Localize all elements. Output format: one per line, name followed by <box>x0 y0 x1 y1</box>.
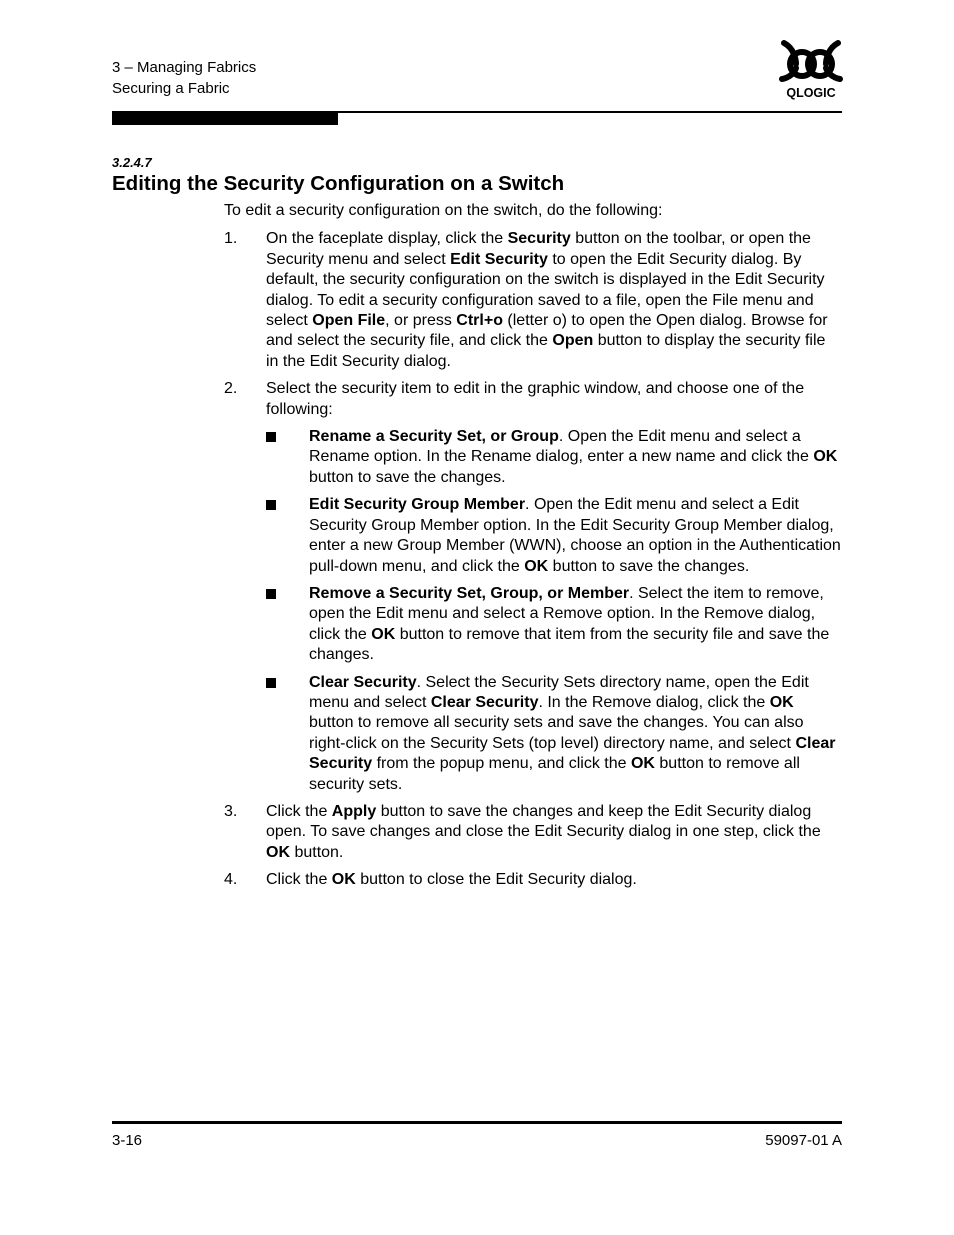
square-bullet-icon <box>266 432 276 442</box>
bullet-text <box>309 584 842 666</box>
bold-term: OK <box>266 843 290 861</box>
text-run: . Select the item to remove, open the Edit menu and select a Remove option. In the Remove dialog, click the <box>309 584 824 643</box>
procedure-step <box>224 379 842 420</box>
step-text <box>266 229 842 372</box>
text-run: Select the security item to edit in the graphic window, and choose one of the following: <box>266 380 805 418</box>
bold-term: Clear Security <box>430 693 539 711</box>
text-run: to open the Edit Security dialog. By default, the security configuration on the switch is displayed in the Edit Security dialog. To edit a security configuration saved to a file, open the File menu and select <box>266 250 825 330</box>
square-bullet-icon <box>266 589 276 599</box>
section-number: 3.2.4.7 <box>112 155 152 170</box>
intro-paragraph: To edit a security configuration on the switch, do the following: <box>224 202 663 219</box>
logo-wordmark: QLOGIC <box>786 86 836 100</box>
text-run: . Open the Edit menu and select a Edit Security Group Member option. In the Edit Security Group Member dialog, enter a new Group Member (WWN), choose an option in the Authentication pull-down menu, and click the <box>309 496 841 575</box>
text-run: button to save the changes and keep the Edit Security dialog open. To save changes and close the Edit Security dialog in one step, click the <box>266 802 821 841</box>
text-run: button to remove all security sets and save the changes. You can also right-click on the Security Sets (top level) directory name, and select <box>309 714 804 752</box>
step-number: 1. <box>224 230 238 248</box>
bullet-text <box>309 427 842 488</box>
footer-rule <box>112 1121 842 1124</box>
bullet-item <box>224 495 842 577</box>
running-header <box>112 57 256 99</box>
bold-term: Ctrl+o <box>456 312 503 330</box>
text-run: button to save the changes. <box>309 468 506 486</box>
text-run: On the faceplate display, click the <box>266 230 508 248</box>
bullet-item <box>224 427 842 488</box>
procedure-step <box>224 802 842 863</box>
bold-term: Rename a Security Set, or Group <box>309 428 559 446</box>
step-text <box>266 379 842 420</box>
bullet-item <box>224 673 842 795</box>
header-rule-accent <box>112 111 338 125</box>
step-text <box>266 870 842 890</box>
step-number: 4. <box>224 871 238 889</box>
bullet-text <box>309 495 842 577</box>
bold-term: Edit Security <box>450 250 548 268</box>
bold-term: OK <box>524 557 549 575</box>
text-run: button to display the security file in the Edit Security dialog. <box>266 332 826 370</box>
bold-term: Open <box>552 332 594 350</box>
bullet-text <box>309 673 842 795</box>
page-number: 3-16 <box>112 1132 143 1149</box>
bold-term: Edit Security Group Member <box>309 496 526 514</box>
text-run: button on the toolbar, or open the Security menu and select <box>266 230 811 268</box>
text-run: , or press <box>385 312 457 330</box>
square-bullet-icon <box>266 500 276 510</box>
bold-term: Open File <box>312 312 386 330</box>
text-run: Click the <box>266 871 332 889</box>
procedure-steps <box>224 229 842 890</box>
text-run: . Open the Edit menu and select a Rename option. In the Rename dialog, enter a new name and click the <box>309 428 814 466</box>
text-run: . In the Remove dialog, click the <box>538 693 770 711</box>
section-body <box>224 201 842 898</box>
section-title: Editing the Security Configuration on a Switch <box>112 172 565 195</box>
bullet-item <box>224 584 842 666</box>
text-run: (letter o) to open the Open dialog. Browse for and select the security file, and click the <box>266 312 828 350</box>
bold-term: Clear Security <box>309 673 417 691</box>
step-number: 2. <box>224 380 238 398</box>
text-run: button to save the changes. <box>548 557 750 575</box>
bold-term: OK <box>769 693 794 711</box>
procedure-step <box>224 870 842 890</box>
text-run: button to close the Edit Security dialog. <box>355 871 637 889</box>
text-run: button to remove all security sets. <box>309 755 800 793</box>
bold-term: OK <box>813 448 838 466</box>
square-bullet-icon <box>266 678 276 688</box>
step-number: 3. <box>224 802 238 820</box>
procedure-step <box>224 229 842 372</box>
text-run: button. <box>290 843 344 861</box>
step-text <box>266 802 842 863</box>
bold-term: Apply <box>331 802 377 820</box>
bold-term: Clear Security <box>309 734 836 773</box>
bold-term: Security <box>507 230 571 248</box>
text-run: Click the <box>266 802 332 820</box>
bold-term: OK <box>331 871 356 889</box>
header-section: Securing a Fabric <box>112 80 230 97</box>
bold-term: OK <box>630 755 655 773</box>
text-run: from the popup menu, and click the <box>372 755 631 773</box>
bold-term: Remove a Security Set, Group, or Member <box>309 584 630 602</box>
qlogic-logo <box>778 38 844 100</box>
bold-term: OK <box>371 625 396 643</box>
document-id: 59097-01 A <box>765 1132 842 1149</box>
text-run: . Select the Security Sets directory name, open the Edit menu and select <box>309 673 809 711</box>
header-chapter: 3 – Managing Fabrics <box>112 59 257 76</box>
text-run: button to remove that item from the security file and save the changes. <box>309 625 830 664</box>
